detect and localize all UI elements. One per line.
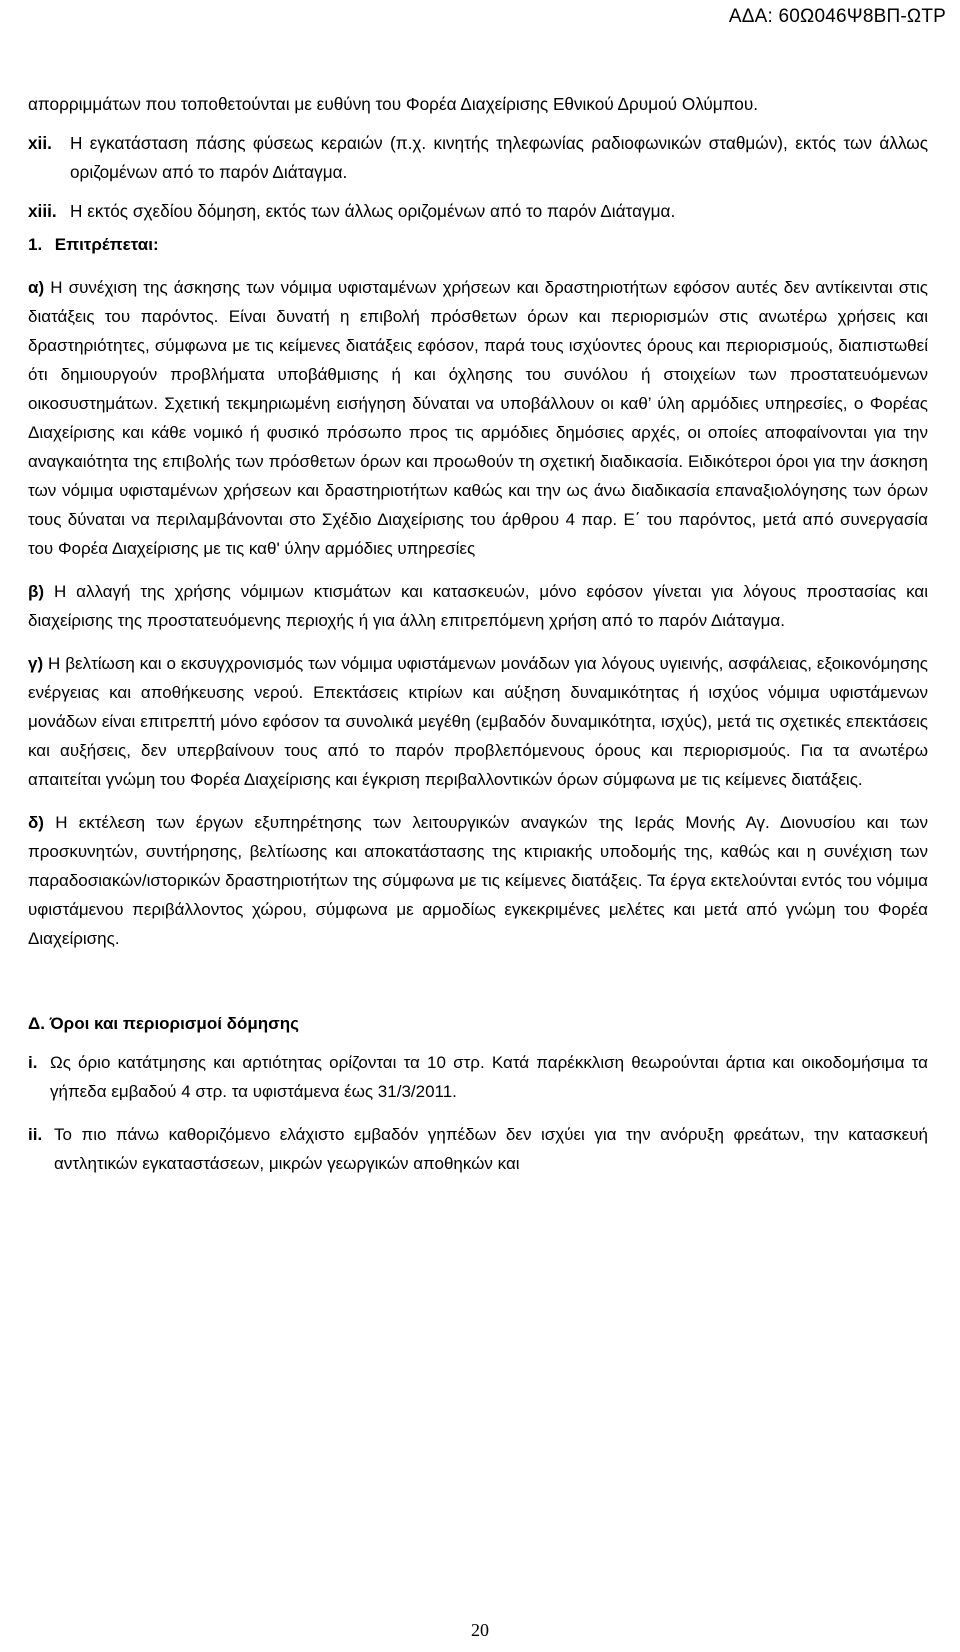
paragraph-text: Η συνέχιση της άσκησης των νόμιμα υφισταμένων χρήσεων και δραστηριοτήτων εφόσον αυτές δεν αντίκεινται στις διατάξεις του παρόντος. Είναι δυνατή η επιβολή πρόσθετων όρων και περιορισμών στις ανωτέρω χρήσεις και δραστηριότητες, σύμφωνα με τις κείμενες διατάξεις εφόσον, παρά τους ισχύοντες όρους και περιορισμούς, διαπιστωθεί ότι δημιουργούν προβλήματα υποβάθμισης ή και όχλησης του συνόλου ή στοιχείων των προστατευόμενων οικοσυστημάτων. Σχετική τεκμηριωμένη εισήγηση δύναται να υποβάλλουν οι καθ’ ύλη αρμόδιες υπηρεσίες, ο Φορέας Διαχείρισης και κάθε νομικό ή φυσικό πρόσωπο προς τις αρμόδιες δημόσιες αρχές, οι οποίες αποφαίνονται για την αναγκαιότητα της επιβολής των πρόσθετων όρων και προωθούν τη σχετική διαδικασία. Ειδικότεροι όροι για την άσκηση των νόμιμα υφισταμένων χρήσεων και δραστηριοτήτων καθώς και την ως άνω διαδικασία επαναξιολόγησης των όρων τους δύναται να περιλαμβάνονται στο Σχέδιο Διαχείρισης του άρθρου 4 παρ. Ε΄ του παρόντος, μετά από συνεργασία του Φορέα Διαχείρισης με τις καθ' ύλην αρμόδιες υπηρεσίες bbox=[28, 278, 928, 558]
paragraph-intro: απορριμμάτων που τοποθετούνται με ευθύνη του Φορέα Διαχείρισης Εθνικού Δρυμού Ολύμπου. bbox=[28, 94, 759, 114]
paragraph-text: Η αλλαγή της χρήσης νόμιμων κτισμάτων και κατασκευών, μόνο εφόσον γίνεται για λόγους προστασίας και διαχείρισης της προστατευόμενης περιοχής ή για άλλη επιτρεπόμενη χρήση από το παρόν Διάταγμα. bbox=[28, 582, 928, 630]
ada-code-header: ΑΔΑ: 60Ω046Ψ8ΒΠ-ΩΤΡ bbox=[728, 6, 946, 27]
document-body bbox=[28, 90, 928, 1178]
list-item-text: Το πιο πάνω καθοριζόμενο ελάχιστο εμβαδόν γηπέδων δεν ισχύει για την ανόρυξη φρεάτων, την κατασκευή αντλητικών εγκαταστάσεων, μικρών γεωργικών αποθηκών και bbox=[54, 1125, 928, 1173]
heading-text: Επιτρέπεται: bbox=[54, 235, 159, 254]
paragraph-marker: β) bbox=[28, 582, 45, 601]
paragraph-text: Η βελτίωση και ο εκσυγχρονισμός των νόμιμα υφιστάμενων μονάδων για λόγους υγιεινής, ασφάλειας, εξοικονόμησης ενέργειας και αποθήκευσης νερού. Επεκτάσεις κτιρίων και αύξηση δυναμικότητας ή ισχύος νόμιμα υφιστάμενων μονάδων είναι επιτρεπτή μόνο εφόσον τα συνολικά μεγέθη (εμβαδόν δυναμικότητα, ισχύς), μετά τις σχετικές επεκτάσεις και αυξήσεις, δεν υπερβαίνουν τους από το παρόν προβλεπόμενους όρους και περιορισμούς. Για τα ανωτέρω απαιτείται γνώμη του Φορέα Διαχείρισης και έγκριση περιβαλλοντικών όρων σύμφωνα με τις κείμενες διατάξεις. bbox=[28, 654, 928, 789]
list-item-ii bbox=[28, 1120, 928, 1178]
list-item-text: Η εγκατάσταση πάσης φύσεως κεραιών (π.χ. κινητής τηλεφωνίας ραδιοφωνικών σταθμών), εκτός των άλλως οριζομένων από το παρόν Διάταγμα. bbox=[70, 133, 928, 182]
list-item-i bbox=[28, 1048, 928, 1106]
paragraph-text: Η εκτέλεση των έργων εξυπηρέτησης των λειτουργικών αναγκών της Ιεράς Μονής Αγ. Διονυσίου και των προσκυνητών, συντήρησης, βελτίωσης και αποκατάστασης της κτιριακής υποδομής της, καθώς και η συνέχιση των παραδοσιακών/ιστορικών δραστηριοτήτων της σύμφωνα με τις κείμενες διατάξεις. Τα έργα εκτελούνται εντός του νόμιμα υφιστάμενου περιβάλλοντος χώρου, σύμφωνα με αρμοδίως εγκεκριμένες μελέτες και μετά από γνώμη του Φορέα Διαχείρισης. bbox=[28, 813, 928, 948]
paragraph-beta bbox=[28, 577, 928, 635]
paragraph-gamma bbox=[28, 649, 928, 794]
heading-permitted bbox=[28, 230, 928, 259]
page-number: 20 bbox=[471, 1620, 489, 1640]
list-marker: xiii. bbox=[28, 201, 57, 221]
section-heading-building-terms: Δ. Όροι και περιορισμοί δόμησης bbox=[28, 1014, 299, 1033]
list-item-text: Η εκτός σχεδίου δόμηση, εκτός των άλλως οριζομένων από το παρόν Διάταγμα. bbox=[70, 201, 676, 221]
list-item-xiii bbox=[28, 197, 928, 226]
list-marker: xii. bbox=[28, 133, 52, 153]
paragraph-marker: α) bbox=[28, 278, 45, 297]
list-item-xii bbox=[28, 129, 928, 187]
heading-marker: 1. bbox=[28, 235, 43, 254]
list-marker: i. bbox=[28, 1053, 38, 1072]
list-marker: ii. bbox=[28, 1125, 43, 1144]
paragraph-alpha bbox=[28, 273, 928, 563]
paragraph-marker: γ) bbox=[28, 654, 44, 673]
list-item-text: Ως όριο κατάτμησης και αρτιότητας ορίζονται τα 10 στρ. Κατά παρέκκλιση θεωρούνται άρτια και οικοδομήσιμα τα γήπεδα εμβαδού 4 στρ. τα υφιστάμενα έως 31/3/2011. bbox=[50, 1053, 928, 1101]
paragraph-delta bbox=[28, 808, 928, 953]
paragraph-marker: δ) bbox=[28, 813, 44, 832]
